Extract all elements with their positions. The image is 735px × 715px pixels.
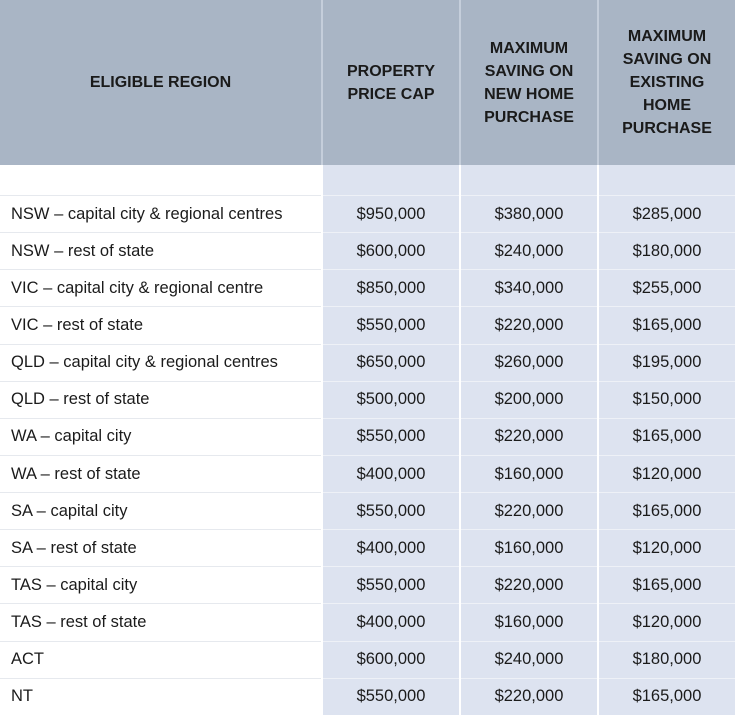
spacer-cell <box>598 165 735 196</box>
table-row <box>0 678 735 715</box>
region-cell: VIC – rest of state <box>0 307 322 344</box>
existing-home-saving-cell: $165,000 <box>598 307 735 344</box>
region-cell: QLD – rest of state <box>0 381 322 418</box>
region-cell: NSW – rest of state <box>0 233 322 270</box>
region-cell: TAS – capital city <box>0 567 322 604</box>
table-row <box>0 493 735 530</box>
new-home-saving-cell: $220,000 <box>460 418 598 455</box>
new-home-saving-cell: $160,000 <box>460 604 598 641</box>
price-cap-cell: $550,000 <box>322 567 460 604</box>
existing-home-saving-cell: $165,000 <box>598 567 735 604</box>
new-home-saving-cell: $200,000 <box>460 381 598 418</box>
new-home-saving-cell: $240,000 <box>460 233 598 270</box>
price-cap-cell: $550,000 <box>322 678 460 715</box>
table-body <box>0 165 735 715</box>
new-home-saving-cell: $160,000 <box>460 455 598 492</box>
price-cap-cell: $550,000 <box>322 418 460 455</box>
table-header <box>0 0 735 165</box>
price-cap-cell: $400,000 <box>322 455 460 492</box>
header-max-saving-new-home: MAXIMUM SAVING ON NEW HOME PURCHASE <box>460 0 598 165</box>
spacer-row <box>0 165 735 196</box>
spacer-cell <box>322 165 460 196</box>
table-row <box>0 567 735 604</box>
existing-home-saving-cell: $180,000 <box>598 641 735 678</box>
existing-home-saving-cell: $180,000 <box>598 233 735 270</box>
region-cell: NSW – capital city & regional centres <box>0 196 322 233</box>
price-cap-cell: $550,000 <box>322 307 460 344</box>
spacer-cell <box>0 165 322 196</box>
header-property-price-cap: PROPERTY PRICE CAP <box>322 0 460 165</box>
new-home-saving-cell: $220,000 <box>460 307 598 344</box>
region-cell: VIC – capital city & regional centre <box>0 270 322 307</box>
new-home-saving-cell: $220,000 <box>460 493 598 530</box>
price-cap-cell: $400,000 <box>322 604 460 641</box>
region-cell: WA – rest of state <box>0 455 322 492</box>
existing-home-saving-cell: $120,000 <box>598 530 735 567</box>
region-cell: NT <box>0 678 322 715</box>
table-row <box>0 530 735 567</box>
existing-home-saving-cell: $195,000 <box>598 344 735 381</box>
table-row <box>0 344 735 381</box>
existing-home-saving-cell: $165,000 <box>598 418 735 455</box>
new-home-saving-cell: $380,000 <box>460 196 598 233</box>
table-row <box>0 233 735 270</box>
new-home-saving-cell: $220,000 <box>460 567 598 604</box>
region-cell: WA – capital city <box>0 418 322 455</box>
region-cell: ACT <box>0 641 322 678</box>
existing-home-saving-cell: $165,000 <box>598 678 735 715</box>
table-row <box>0 641 735 678</box>
price-cap-cell: $850,000 <box>322 270 460 307</box>
table-row <box>0 455 735 492</box>
header-max-saving-existing-home: MAXIMUM SAVING ON EXISTING HOME PURCHASE <box>598 0 735 165</box>
new-home-saving-cell: $220,000 <box>460 678 598 715</box>
existing-home-saving-cell: $165,000 <box>598 493 735 530</box>
header-row <box>0 0 735 165</box>
region-cell: SA – capital city <box>0 493 322 530</box>
header-eligible-region: ELIGIBLE REGION <box>0 0 322 165</box>
existing-home-saving-cell: $285,000 <box>598 196 735 233</box>
existing-home-saving-cell: $255,000 <box>598 270 735 307</box>
region-cell: TAS – rest of state <box>0 604 322 641</box>
price-cap-cell: $950,000 <box>322 196 460 233</box>
spacer-cell <box>460 165 598 196</box>
new-home-saving-cell: $240,000 <box>460 641 598 678</box>
table-row <box>0 381 735 418</box>
new-home-saving-cell: $260,000 <box>460 344 598 381</box>
table-row <box>0 604 735 641</box>
price-cap-cell: $650,000 <box>322 344 460 381</box>
table-row <box>0 418 735 455</box>
table-row <box>0 307 735 344</box>
region-cell: SA – rest of state <box>0 530 322 567</box>
table-row <box>0 196 735 233</box>
region-cell: QLD – capital city & regional centres <box>0 344 322 381</box>
price-cap-cell: $500,000 <box>322 381 460 418</box>
price-cap-cell: $600,000 <box>322 233 460 270</box>
price-cap-cell: $600,000 <box>322 641 460 678</box>
existing-home-saving-cell: $150,000 <box>598 381 735 418</box>
table-row <box>0 270 735 307</box>
new-home-saving-cell: $340,000 <box>460 270 598 307</box>
price-cap-cell: $550,000 <box>322 493 460 530</box>
existing-home-saving-cell: $120,000 <box>598 455 735 492</box>
new-home-saving-cell: $160,000 <box>460 530 598 567</box>
price-cap-cell: $400,000 <box>322 530 460 567</box>
existing-home-saving-cell: $120,000 <box>598 604 735 641</box>
